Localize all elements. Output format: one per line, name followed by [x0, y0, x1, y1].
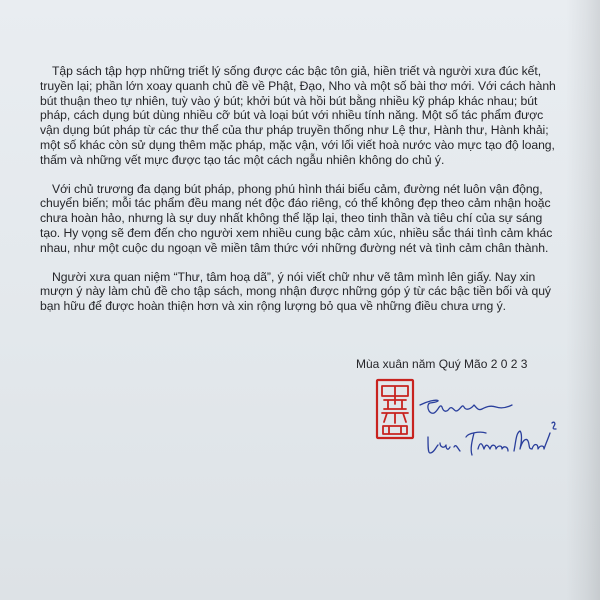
- body-text: [40, 64, 562, 328]
- paragraph-1: Tập sách tập hợp những triết lý sống được các bậc tôn giả, hiền triết và người xưa đúc kết, truyền lại; phần lớn xoay quanh chủ đề về Phật, Đạo, Nho và một số bài thơ mới. Với cách hành bút thuận theo tự nhiên, tuỳ vào ý bút; khởi bút và hồi bút bằng nhiều kỹ pháp khác nhau; bút pháp, cách dụng bút dùng nhiều cỡ bút và loại bút với nhiều tính năng. Một số tác phẩm được vận dụng bút pháp từ các thư thể của thư pháp truyền thống như Lệ thư, Hành thư, Hành khải; một số khác còn sử dụng thêm mặc pháp, mặc vận, với lối viết hoà nước vào mực tạo độ loang, thấm và những vết mực được tạo tác một cách ngẫu nhiên không do chủ ý.: [40, 64, 556, 167]
- date-line: Mùa xuân năm Quý Mão 2 0 2 3: [356, 357, 528, 371]
- paragraph-2: Với chủ trương đa dạng bút pháp, phong phú hình thái biểu cảm, đường nét luôn vận động, chuyển biến; mỗi tác phẩm đều mang nét độc đáo riêng, có thể không đẹp theo cảm nhận hoặc chưa hoàn hảo, nhưng là sự duy nhất không thể lặp lại, theo tinh thần và tiêu chí của sự sáng tạo. Hy vọng sẽ đem đến cho người xem nhiều cung bậc cảm xúc, nhiều sắc thái tình cảm khác nhau, như một cuộc du ngoạn về miền tâm thức với những đường nét và tình cảm chân thành.: [40, 181, 553, 255]
- page-edge-shadow: [566, 0, 600, 600]
- handwritten-signature: [416, 393, 561, 461]
- red-seal-stamp: [375, 378, 415, 440]
- paragraph-3: Người xưa quan niệm “Thư, tâm hoạ dã”, ý nói viết chữ như vẽ tâm mình lên giấy. Nay xin mượn ý này làm chủ đề cho tập sách, mong nhận được những góp ý từ các bậc tiền bối và quý bạn hữu để được hoàn thiện hơn và xin rộng lượng bỏ qua về những điều chưa ưng ý.: [40, 269, 551, 314]
